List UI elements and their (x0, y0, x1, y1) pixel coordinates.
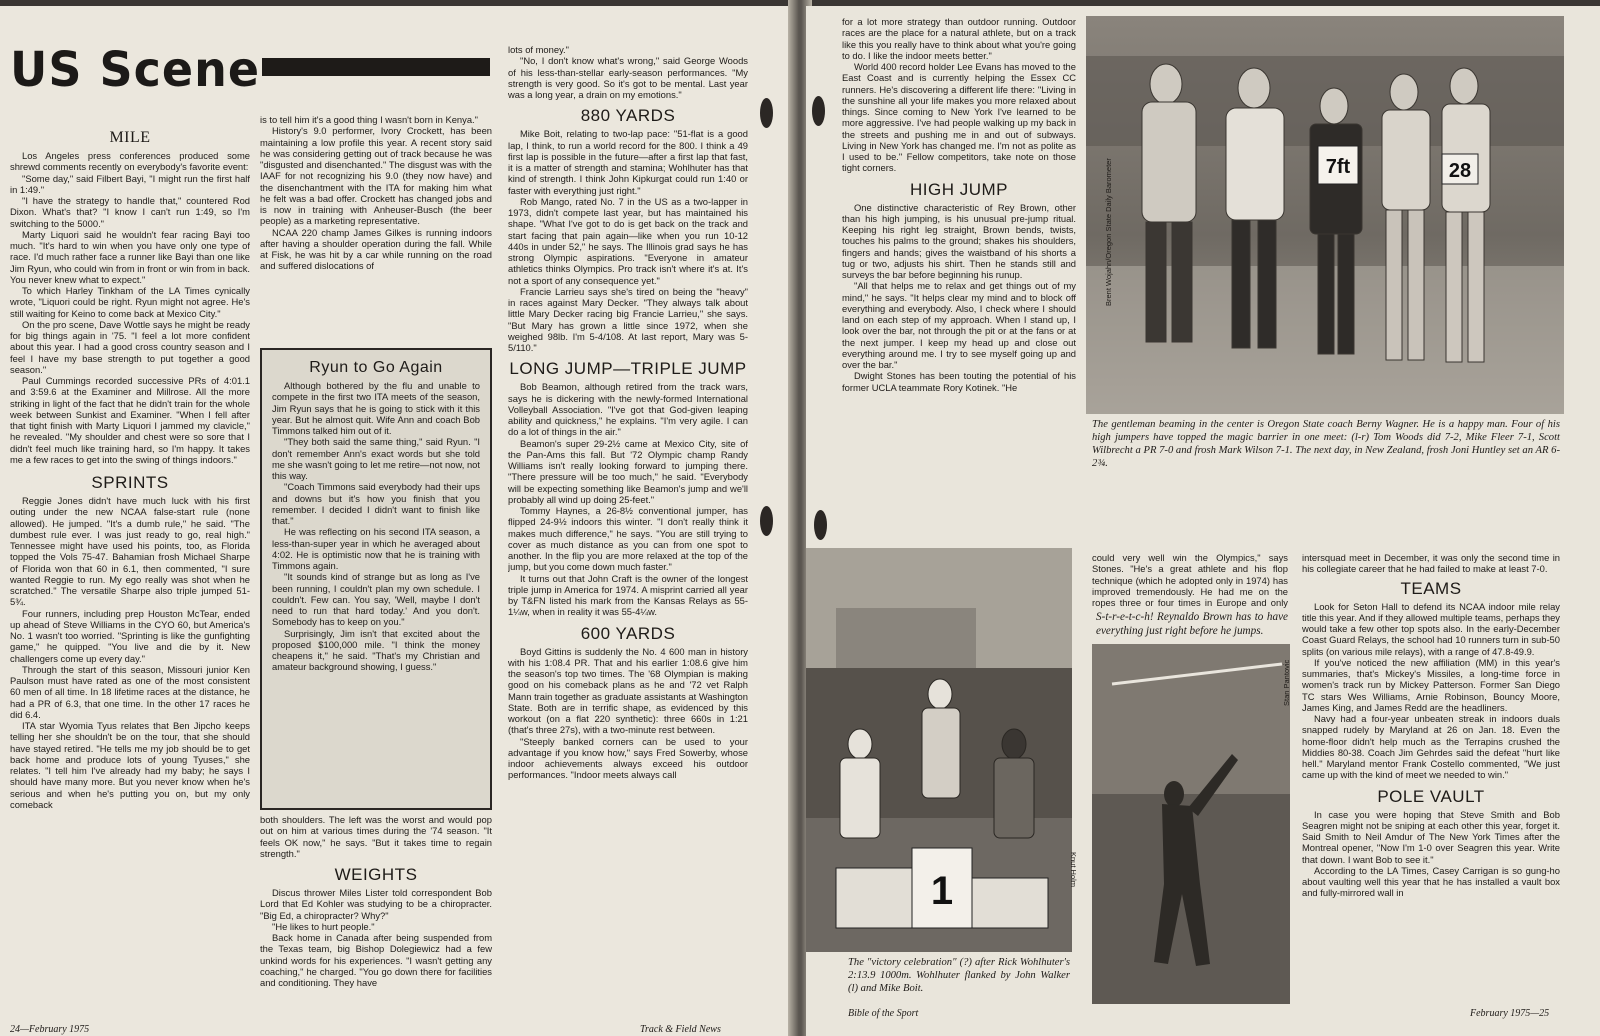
col2-bottom-body (260, 814, 492, 859)
right-folio: February 1975—25 (1470, 1008, 1550, 1019)
right-column-4 (1302, 552, 1560, 1004)
mile-body (10, 150, 250, 465)
rc1-top-body (842, 16, 1076, 174)
jump-photo (1092, 644, 1290, 1004)
sprints-body (10, 495, 250, 810)
paragraph: Four runners, including prep Houston McTear, ended up ahead of Steve Williams in the CYO 60, but America's No. 1 wasn't too worried. "Sprinting is like the gunfighting game," he quipped. "You live and die by it. New challengers come up every day." (10, 607, 250, 664)
paragraph: "Coach Timmons said everybody had their ups and downs but it's how you finish that you remember. I decided I didn't want to finish like that." (272, 481, 480, 526)
paragraph: Surprisingly, Jim isn't that excited about the proposed $100,000 mile. "I think the money cheapens it," he said. "That's my Christian and amateur background showing, I guess." (272, 627, 480, 673)
podium-photo-credit: Knut Holm (1069, 852, 1078, 888)
jump-photo-credit: Stan Pantovic (1282, 659, 1291, 706)
longjump-body (508, 381, 748, 617)
yards600-heading: 600 YARDS (580, 623, 676, 643)
jump-photo-caption: S-t-r-e-t-c-h! Reynaldo Brown has to have everything just right before he jumps. (1096, 611, 1288, 637)
polevault-heading: POLE VAULT (1377, 786, 1485, 806)
paragraph: could very well win the Olympics," says Stones. "He's a great athlete and his flop technique (which he adopted only in 1974) has improved tremendously. He had me on the ropes three or four times in Europe and only (1092, 552, 1288, 608)
rc4-top-body (1302, 552, 1560, 575)
paragraph: Bob Beamon, although retired from the track wars, says he is dickering with the newly-formed International Volleyball Association. "I've got that God-given leaping ability and quickness," he explains. "I'm very agile. I can do a lot of things in the air." (508, 381, 748, 438)
col2-top-body (260, 114, 492, 272)
oregon-state-photo (1086, 16, 1564, 414)
polevault-body (1302, 809, 1560, 899)
paragraph: Although bothered by the flu and unable to compete in the first two ITA meets of the season, Jim Ryun says that he is going to stick with it this year. But he almost quit. Wife Ann and coach Bob Timmons talked him out of it. (272, 380, 480, 436)
teams-body (1302, 601, 1560, 781)
paragraph: "It sounds kind of strange but as long as I've been running, I couldn't plan my own schedule. I couldn't. Few can. You say, 'Well, maybe I don't need to run that hard today.' And you don't. Somebody has to keep on you." (272, 571, 480, 628)
binder-hole (760, 98, 773, 128)
paragraph: "No, I don't know what's wrong," said George Woods of his less-than-stellar early-season performances. "My strength is very good. So it's got to be mental. Last year was a long year, a drain on my emotions." (508, 55, 748, 100)
binder-hole (814, 510, 827, 540)
paragraph: "They both said the same thing," said Ryun. "I don't remember Ann's exact words but she told me she wasn't going to let me retire—not now, not this way. (272, 436, 480, 481)
oregon-photo-caption: The gentleman beaming in the center is Oregon State coach Berny Wagner. He is a happy man. Four of his high jumpers have topped the magic barrier in one meet: (l-r) Tom Woods did 7-2, Mike Fleer 7-1, Scott Wilbrecht a PR 7-0 and frosh Mark Wilson 7-1. The next day, in New Zealand, frosh Joni Huntley set an AR 6-2¾. (1092, 419, 1560, 469)
left-folio: 24—February 1975 (10, 1024, 90, 1035)
left-footer-tfn: Track & Field News (640, 1024, 721, 1035)
paragraph: lots of money." (508, 44, 569, 55)
jump-photo-art (1092, 644, 1290, 1004)
paragraph: Mike Boit, relating to two-lap pace: "51-flat is a good lap, I think, to run a world record for the 800. I think a 49 first lap is possible in the future—after a first lap that fast, it is a matter of strength and stamina; Wohlhuter has that kind of strength. I think John Kipkurgat could run 1:40 or faster with everything just right." (508, 128, 748, 196)
bib-number: 28 (1448, 160, 1472, 182)
paragraph: Discus thrower Miles Lister told correspondent Bob Lord that Ed Kohler was studying to be a chiropracter. "Big Ed, a chiropracter? Why?" (260, 887, 492, 921)
rc3-body (1092, 552, 1288, 608)
podium-photo-caption: The "victory celebration" (?) after Rick Wohlhuter's 2:13.9 1000m. Wohlhuter flanked by John Walker (l) and Mike Boit. (848, 957, 1070, 994)
paragraph: Francie Larrieu says she's tired on being the "heavy" in races against Mary Decker. "They always talk about little Mary Decker racing big Francie Larrieu," she says. "But Mary has grown a little since 1972, when she weighed 98lb. I'm 5-4/108. At last report, Mary was 5-5/110." (508, 285, 748, 353)
masthead: US Scene (10, 40, 261, 98)
paragraph: Through the start of this season, Missouri junior Ken Paulson must have rated as one of the most consistent 60 men of all time. In 18 lifetime races at the distance, he had a PR of 6.3, that one time. In the other 17 races he did 6.4. (10, 663, 250, 720)
paragraph: Marty Liquori said he wouldn't fear racing Bayi too much. "It's hard to win when you have only one type of race. I'd much rather face a runner like Bayi than one like Jim Ryun, who could win from in front or win from in back. You never knew what to expect." (10, 228, 250, 285)
ryun-sidebar (260, 348, 492, 810)
podium-photo (806, 548, 1072, 952)
right-column-3 (1092, 552, 1288, 608)
teams-heading: TEAMS (1400, 578, 1462, 598)
sidebar-body-wrap (272, 356, 480, 802)
paragraph: Los Angeles press conferences produced some shrewd comments recently on everybody's favorite event: (10, 150, 250, 173)
paragraph: "Steeply banked corners can be used to your advantage if you know how," says Fred Sowerby, whose indoor achievements always exceed his outdoor performances. "Indoor meets always call (508, 735, 748, 781)
paragraph: History's 9.0 performer, Ivory Crockett, has been maintaining a low profile this year. A recent story said he was considering getting out of track because he was "disgusted and disenchanted." The disgust was with the IAAF for not recognizing his 9.0 (they now have) and the disenchantment with the ITA for making him what he felt was a bad offer. Crockett has changed jobs and is now in training with Anheuser-Busch (the beer people) as a marketing representative. (260, 125, 492, 227)
paragraph: "Some day," said Filbert Bayi, "I might run the first half in 1:49." (10, 172, 250, 195)
right-column-1 (842, 16, 1076, 540)
paragraph: According to the LA Times, Casey Carrigan is so gung-ho about vaulting well this year that he has installed a vault box and fully-mirrored wall in (1302, 864, 1560, 899)
left-column-2-top (260, 114, 492, 340)
paragraph: Look for Seton Hall to defend its NCAA indoor mile relay title this year. And if they allowed multiple teams, perhaps they would take a few other top spots also. In the early-December Coast Guard Relays, the school had 10 runners turn in sub-50 splits (on various mile relays), with a range of 47.8-49.9. (1302, 600, 1560, 657)
paragraph: It turns out that John Craft is the owner of the longest triple jump in America for 1974. A misprint carried all year by T&FN listed his mark from the Kansas Relays as 55-1¼w, when in reality it was 55-4¼w. (508, 572, 748, 618)
paragraph: Navy had a four-year unbeaten streak in indoors duals snapped rudely by Maryland at 26 on Jan. 18. Even the home-floor didn't help much as the Terrapins crushed the Middies 80-38. Coach Jim Gehrdes said the defeat "hurt like hell." Maryland mentor Frank Costello commented, "We just came up with the kind of meet we needed to win." (1302, 713, 1560, 781)
paragraph: intersquad meet in December, it was only the second time in his collegiate career that he had failed to make at least 7-0. (1302, 552, 1560, 575)
highjump-body (842, 202, 1076, 393)
left-column-2-bottom (260, 814, 492, 1028)
mile-heading: MILE (109, 129, 151, 146)
binder-hole (760, 506, 773, 536)
col3-top-body (508, 44, 748, 100)
paragraph: To which Harley Tinkham of the LA Times cynically wrote, "Liquori could be right. Ryun might not agree. He's still waiting for Keino to come back at Mexico City." (10, 285, 250, 319)
paragraph: Paul Cummings recorded successive PRs of 4:01.1 and 3:59.6 at the Examiner and Millrose. All the more striking in light of the fact that he didn't train for the whole week between Sunkist and Examiner. "When I fell after that tight finish with Marty Liquori I jammed my clavicle," he revealed. "My shoulder and chest were so sore that I didn't feel much like training hard, so I'm happy. It takes me a few races to get into the swing of things indoors." (10, 375, 250, 465)
binder-hole (812, 96, 825, 126)
right-page (806, 6, 1600, 1036)
weights-body (260, 887, 492, 988)
paragraph: If you've noticed the new affiliation (MM) in this year's summaries, that's Mickey's Missiles, a long-time force in women's track run by Mickey Patterson. Former San Diego TC stars Wes Williams, Arnie Robinson, Bouncy Moore, James King, and James Redd are the headliners. (1302, 656, 1560, 713)
oregon-photo-credit: Brent Wojahn/Oregon State Daily Barometer (1104, 158, 1113, 306)
paragraph: Rob Mango, rated No. 7 in the US as a two-lapper in 1973, didn't compete last year, but has maintained his shape. "What I've got to do is get back on the track and start facing that pain again—like when you run 10-12 440s in under 52," he says. The Illinois grad says he has strong Olympic aspirations. "Everyone in amateur athletics thinks Olympics. Pro track isn't where it's at. It's not a sport of any consequence yet." (508, 195, 748, 286)
sign-text: 7ft (1325, 156, 1351, 178)
left-column-3 (508, 44, 748, 1016)
paragraph: Back home in Canada after being suspended from the Texas team, big Bishop Dolegiewicz had a few unkind words for his experiences. "I wasn't getting any coaching," he charged. "You go down there for facilities and conditioning. They have (260, 932, 492, 988)
left-column-1 (10, 124, 250, 1019)
paragraph: He was reflecting on his second ITA season, a less-than-super year in which he averaged about 4:02. He is optimistic now that he is training with Timmons again. (272, 526, 480, 571)
paragraph: ITA star Wyomia Tyus relates that Ben Jipcho keeps telling her she shouldn't be on the tour, that she should have stayed retired. "He tells me my job should be to get back home and produce lots of young Tyuses," she relates. "I tell him I've already had my baby; he says I should have many more. But you never know when he's serious and when he's putting you on, but my only comeback (10, 720, 250, 810)
paragraph: In case you were hoping that Steve Smith and Bob Seagren might not be sniping at each other this year, forget it. Said Smith to Neil Amdur of The New York Times after the Montreal opener, "Now I'm 1-0 over Seagren this year. Write that down. I want Bob to see it." (1302, 808, 1560, 865)
paragraph: both shoulders. The left was the worst and would pop out on him at various times during the '74 season. "It feels OK now," he says. "But it takes time to regain strength." (260, 814, 492, 859)
weights-heading: WEIGHTS (334, 865, 418, 884)
paragraph: "All that helps me to relax and get things out of my mind," he says. "It helps clear my mind and to block off everything and everybody. Also, I check where I should land on each step of my approach. When I stand up, I look over the bar, not through the pit or at the fans or at the next jumper. I keep my head up and close out everything around me. I try to see myself going up and over the bar." (842, 280, 1076, 370)
left-page (0, 6, 794, 1036)
sidebar-body (272, 380, 480, 673)
podium-number: 1 (930, 869, 954, 913)
paragraph: NCAA 220 champ James Gilkes is running indoors after having a shoulder operation during the fall. While at Fisk, he was hit by a car while running on the road and suffered dislocations of (260, 226, 492, 272)
paragraph: Boyd Gittins is suddenly the No. 4 600 man in history with his 1:08.4 PR. That and his earlier 1:08.6 give him the season's top two times. The '68 Olympian is making good on his comeback plans as he and '72 vet Ralph Mann train together as graduate assistants at Washington State. Both are in terrific shape, as evidenced by this workout (on a flat 220 synthetic): three 660s in 1:21 (that's three 27s), with a two-minute rest between. (508, 645, 748, 736)
paragraph: World 400 record holder Lee Evans has moved to the East Coast and is currently helping the Essex CC runners. He's discovering a different life there: "Living in the sunshine all your life makes you more relaxed about things. Since coming to New York I've learned to be more aggressive. I've had people walking up my back in the streets and pushing me in and out of subways. Living in New York has changed me. I'm not as polite as I used to be." Fellow competitors, take note on those tight corners. (842, 61, 1076, 174)
oregon-state-photo-art (1086, 16, 1564, 414)
paragraph: Dwight Stones has been touting the potential of his former UCLA teammate Rory Kotinek. "He (842, 370, 1076, 393)
longjump-heading: LONG JUMP—TRIPLE JUMP (509, 359, 747, 379)
sprints-heading: SPRINTS (91, 473, 169, 492)
yards880-heading: 880 YARDS (580, 106, 676, 126)
masthead-bar (262, 58, 490, 76)
paragraph: "I have the strategy to handle that," countered Rod Dixon. What's that? "I know I can't run 1:49, so I'm switching to the 5000." (10, 195, 250, 229)
highjump-heading: HIGH JUMP (910, 179, 1008, 199)
paragraph: One distinctive characteristic of Rey Brown, other than his high jumping, is his unusual pre-jump ritual. Keeping his right leg straight, Brown bends, twists, touches his palms to the ground; shakes his shoulders, fingers and hands; gives the waistband of his shorts a tug or two, adjusts his shirt. Then he stands still and surveys the bar before beginning his runup. (842, 201, 1076, 280)
right-footer-bible: Bible of the Sport (848, 1008, 919, 1019)
paragraph: Reggie Jones didn't have much luck with his first outing under the new NCAA false-start rule (none allowed). He jumped. "It's a dumb rule," he said. "The dumbest rule ever. I was just ready to go, real high." Tennessee might have used his points, too, as Florida topped the Vols 75-47. Bahamian frosh Michael Sharpe of Florida won that 60 in 6.1, then commented, "I sure wanted Reggie to run. My ego really was shot when he scratched." The versatile Sharpe also triple jumped 51-5¾. (10, 495, 250, 608)
paragraph: Beamon's super 29-2½ came at Mexico City, site of the Pan-Ams this fall. But '72 Olympic champ Randy Williams isn't really looking forward to jumping there. "There pressure will be too much," he said. "Everybody will be expecting something like Beamon's jump and we'll probably all wind up doing 25-feet." (508, 437, 748, 505)
yards600-body (508, 646, 748, 781)
paragraph: for a lot more strategy than outdoor running. Outdoor races are the place for a natural athlete, but on a track like this you really have to think about what you're going to do. I like the indoor meets better." (842, 16, 1076, 61)
paragraph: On the pro scene, Dave Wottle says he might be ready for big things again in '75. "I feel a lot more confident about this year. I had a good cross country season and I feel I have my base strength to put together a good season." (10, 318, 250, 375)
sidebar-heading: Ryun to Go Again (309, 359, 443, 376)
paragraph: "He likes to hurt people." (272, 920, 375, 932)
yards880-body (508, 128, 748, 353)
paragraph: Tommy Haynes, a 26-8½ conventional jumper, has flipped 24-9½ indoors this winter. "I don't really think it makes much difference," he says. "You are still trying to cover as much distance as you can from one spot to another. In the flip you are more relaxed at the top of the jump, but you come down much faster." (508, 505, 748, 573)
podium-photo-art (806, 548, 1072, 952)
paragraph: is to tell him it's a good thing I wasn't born in Kenya." (260, 114, 478, 125)
